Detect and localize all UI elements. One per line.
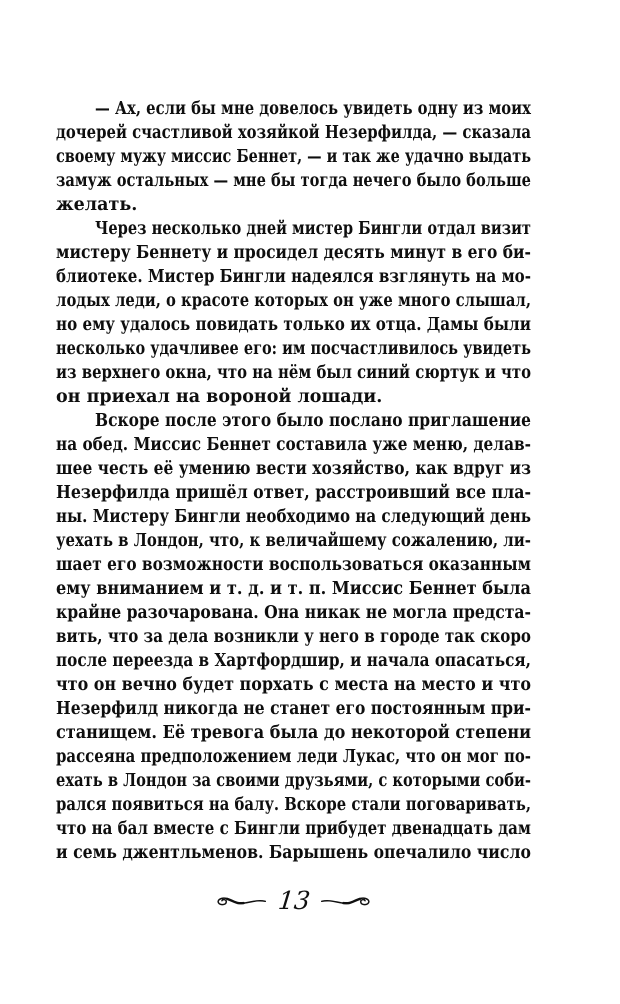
- text-line: ему вниманием и т. д. и т. п. Миссис Беннет была: [56, 579, 531, 599]
- text-line: своему мужу миссис Беннет, — и так же удачно выдать: [56, 147, 531, 167]
- text-line: но ему удалось повидать только их отца. Дамы были: [56, 315, 531, 335]
- text-line: ехать в Лондон за своими друзьями, с которыми соби-: [56, 771, 531, 791]
- text-line: уехать в Лондон, что, к величайшему сожалению, ли-: [56, 531, 531, 551]
- text-line: и семь джентльменов. Барышень опечалило число: [56, 843, 531, 863]
- text-line: Незерфилд никогда не станет его постоянным при-: [56, 699, 531, 719]
- right-flourish-ornament: [320, 894, 372, 910]
- text-line: он приехал на вороной лошади.: [56, 387, 383, 407]
- text-line: лодых леди, о красоте которых он уже много слышал,: [56, 291, 531, 311]
- text-line: что он вечно будет порхать с места на место и что: [56, 675, 531, 695]
- text-line: Вскоре после этого было послано приглашение: [95, 411, 531, 431]
- text-line: ны. Мистеру Бингли необходимо на следующий день: [56, 507, 531, 527]
- text-line: мистеру Беннету и просидел десять минут в его би-: [56, 243, 531, 263]
- page-number: 13: [276, 885, 312, 915]
- text-line: на обед. Миссис Беннет составила уже меню, делав-: [56, 435, 531, 455]
- text-line: Через несколько дней мистер Бингли отдал визит: [95, 219, 531, 239]
- text-line: замуж остальных — мне бы тогда нечего было больше: [56, 171, 531, 191]
- text-line: желать.: [56, 195, 138, 215]
- text-line: Незерфилда пришёл ответ, расстроивший все пла-: [56, 483, 531, 503]
- text-line: рался появиться на балу. Вскоре стали поговаривать,: [56, 795, 531, 815]
- text-line: дочерей счастливой хозяйкой Незерфилда, — сказала: [56, 123, 531, 143]
- text-line: вить, что за дела возникли у него в городе так скоро: [56, 627, 531, 647]
- page-footer: [56, 884, 531, 920]
- text-line: шает его возможности воспользоваться оказанным: [56, 555, 531, 575]
- text-line: несколько удачливее его: им посчастливилось увидеть: [56, 339, 531, 359]
- text-line: шее честь её умению вести хозяйство, как вдруг из: [56, 459, 531, 479]
- text-line: что на бал вместе с Бингли прибудет двенадцать дам: [56, 819, 531, 839]
- left-flourish-ornament: [215, 894, 267, 910]
- page-text: [56, 97, 531, 865]
- text-line: после переезда в Хартфордшир, и начала опасаться,: [56, 651, 531, 671]
- text-line: крайне разочарована. Она никак не могла предста-: [56, 603, 531, 623]
- text-line: блиотеке. Мистер Бингли надеялся взглянуть на мо-: [56, 267, 531, 287]
- text-line: — Ах, если бы мне довелось увидеть одну из моих: [95, 99, 531, 119]
- text-line: из верхнего окна, что на нём был синий сюртук и что: [56, 363, 531, 383]
- text-line: станищем. Её тревога была до некоторой степени: [56, 723, 531, 743]
- text-line: рассеяна предположением леди Лукас, что он мог по-: [56, 747, 531, 767]
